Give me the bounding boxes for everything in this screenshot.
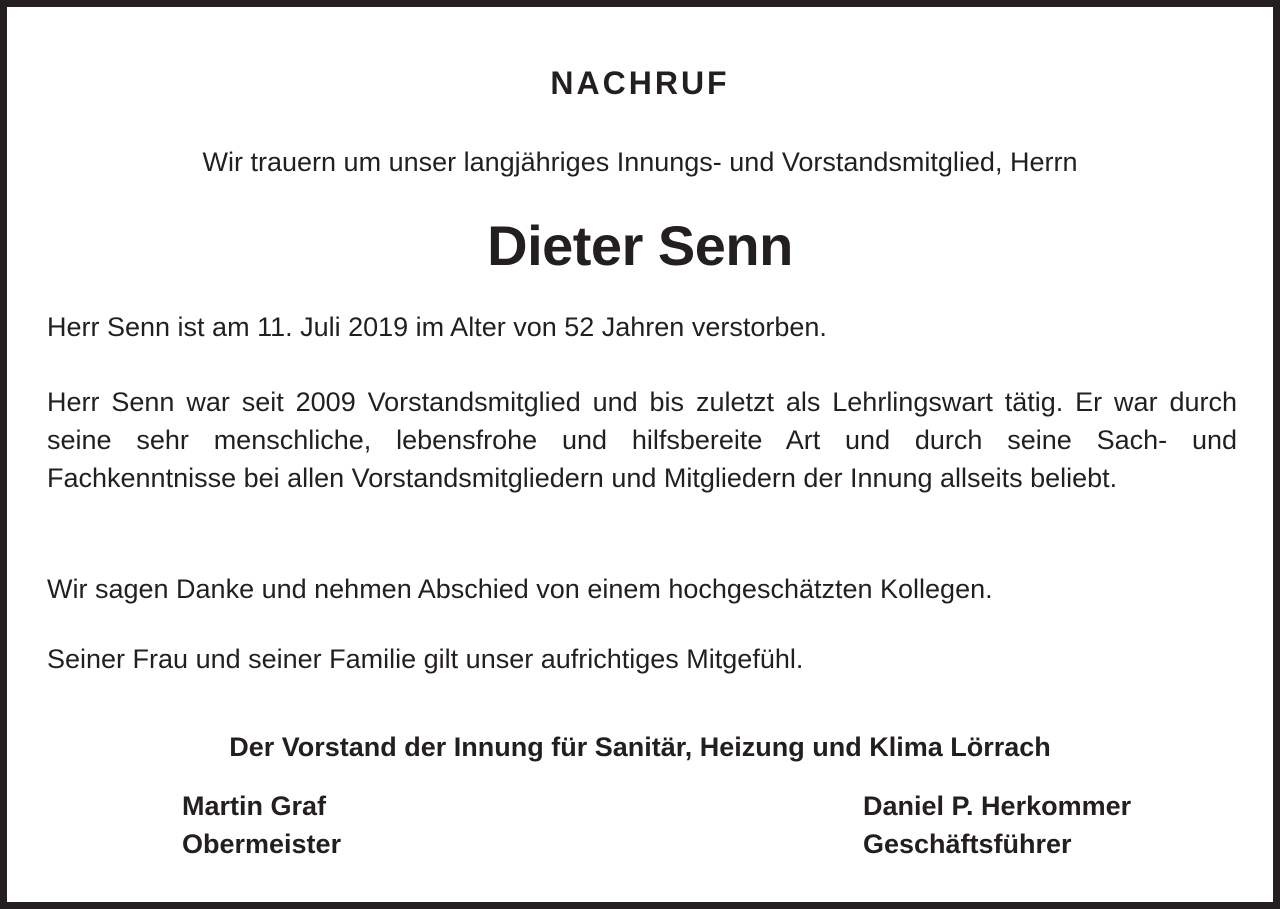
- organization-line: Der Vorstand der Innung für Sanitär, Heizung und Klima Lörrach: [229, 732, 1051, 762]
- signatory-left: [182, 787, 341, 863]
- paragraph-farewell: Wir sagen Danke und nehmen Abschied von einem hochgeschätzten Kollegen.: [47, 574, 993, 604]
- signatory-role: Obermeister: [182, 829, 342, 859]
- paragraph-tribute: Herr Senn war seit 2009 Vorstandsmitglied und bis zuletzt als Lehrlingswart tätig. Er war durch seine sehr menschliche, lebensfrohe und hilfsbereite Art und durch seine Sach- und Fachkenntnisse bei allen Vorstandsmitgliedern und Mitgliedern der Innung allseits beliebt.: [47, 387, 1237, 493]
- deceased-name: Dieter Senn: [487, 214, 793, 277]
- signatory-right: [863, 787, 1131, 863]
- paragraph-condolence: Seiner Frau und seiner Familie gilt unser aufrichtiges Mitgefühl.: [47, 644, 804, 674]
- signatory-name: Martin Graf: [182, 791, 327, 821]
- signatory-role: Geschäftsführer: [863, 829, 1072, 859]
- paragraph-death-date: Herr Senn ist am 11. Juli 2019 im Alter von 52 Jahren verstorben.: [47, 312, 827, 342]
- intro-line: Wir trauern um unser langjähriges Innungs- und Vorstandsmitglied, Herrn: [202, 147, 1078, 177]
- signatory-name: Daniel P. Herkommer: [863, 791, 1132, 821]
- notice-heading: NACHRUF: [550, 65, 730, 101]
